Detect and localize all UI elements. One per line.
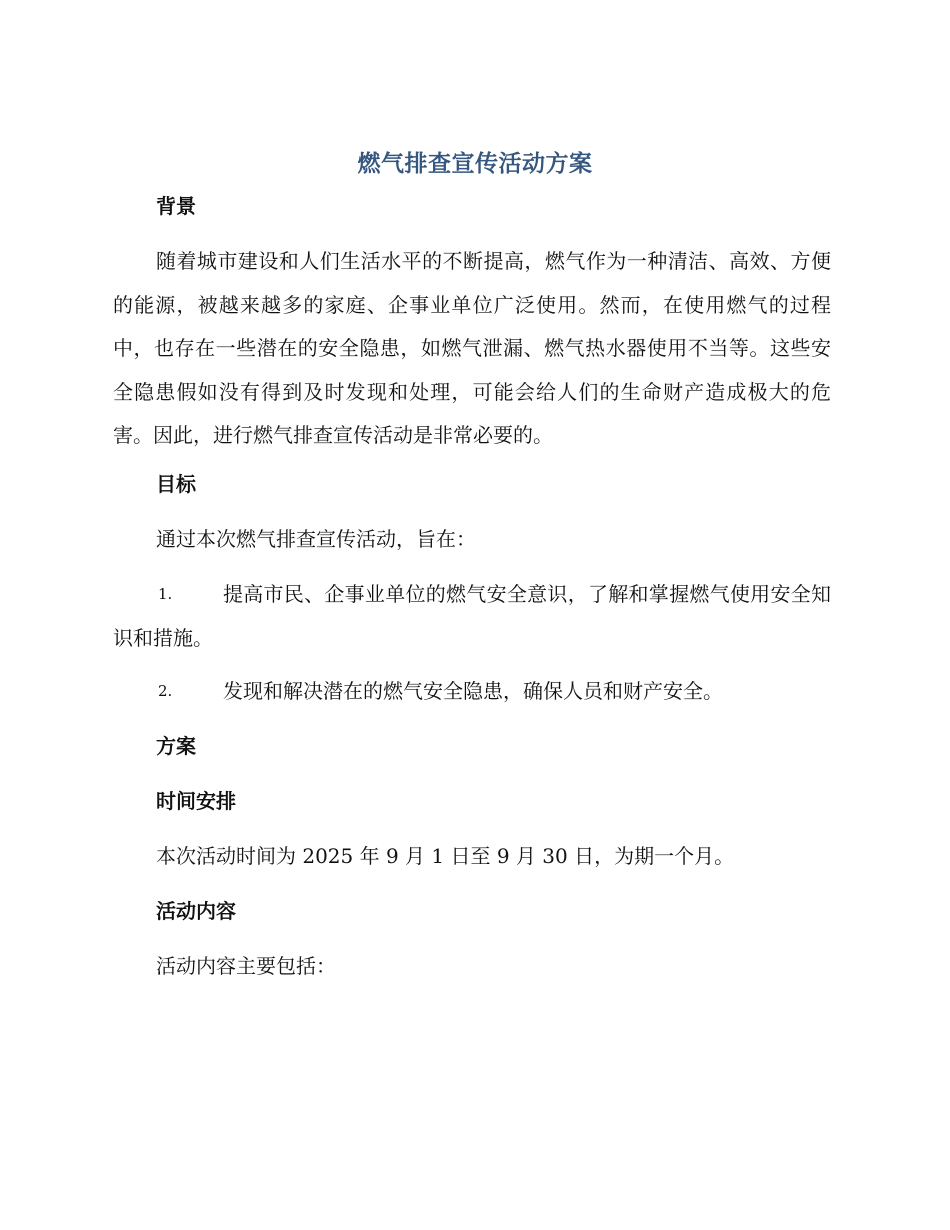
- schedule-text: 本次活动时间为 2025 年 9 月 1 日至 9 月 30 日，为期一个月。: [156, 844, 735, 868]
- document-title: 燃气排查宣传活动方案: [357, 151, 593, 177]
- list-item-number: 2.: [158, 682, 173, 700]
- section-heading-schedule: 时间安排: [156, 789, 236, 813]
- background-paragraph: 随着城市建设和人们生活水平的不断提高，燃气作为一种清洁、高效、方便的能源，被越来越多的家庭、企事业单位广泛使用。然而，在使用燃气的过程中，也存在一些潜在的安全隐患，如燃气泄漏、燃气热水器使用不当等。这些安全隐患假如没有得到及时发现和处理，可能会给人们的生命财产造成极大的危害。因此，进行燃气排查宣传活动是非常必要的。: [113, 249, 831, 447]
- list-item-text: 发现和解决潜在的燃气安全隐患，确保人员和财产安全。: [223, 679, 723, 703]
- goal-intro-text: 通过本次燃气排查宣传活动，旨在：: [156, 527, 476, 551]
- goal-list-item: [113, 670, 831, 714]
- section-heading-background: 背景: [156, 194, 196, 218]
- goal-list-item: [113, 573, 831, 660]
- section-heading-plan: 方案: [156, 734, 196, 758]
- section-heading-goal: 目标: [156, 472, 196, 496]
- list-item-text: 提高市民、企事业单位的燃气安全意识，了解和掌握燃气使用安全知识和措施。: [113, 582, 831, 650]
- content-intro-text: 活动内容主要包括：: [156, 954, 336, 978]
- list-item-number: 1.: [158, 585, 173, 603]
- section-heading-content: 活动内容: [156, 899, 236, 923]
